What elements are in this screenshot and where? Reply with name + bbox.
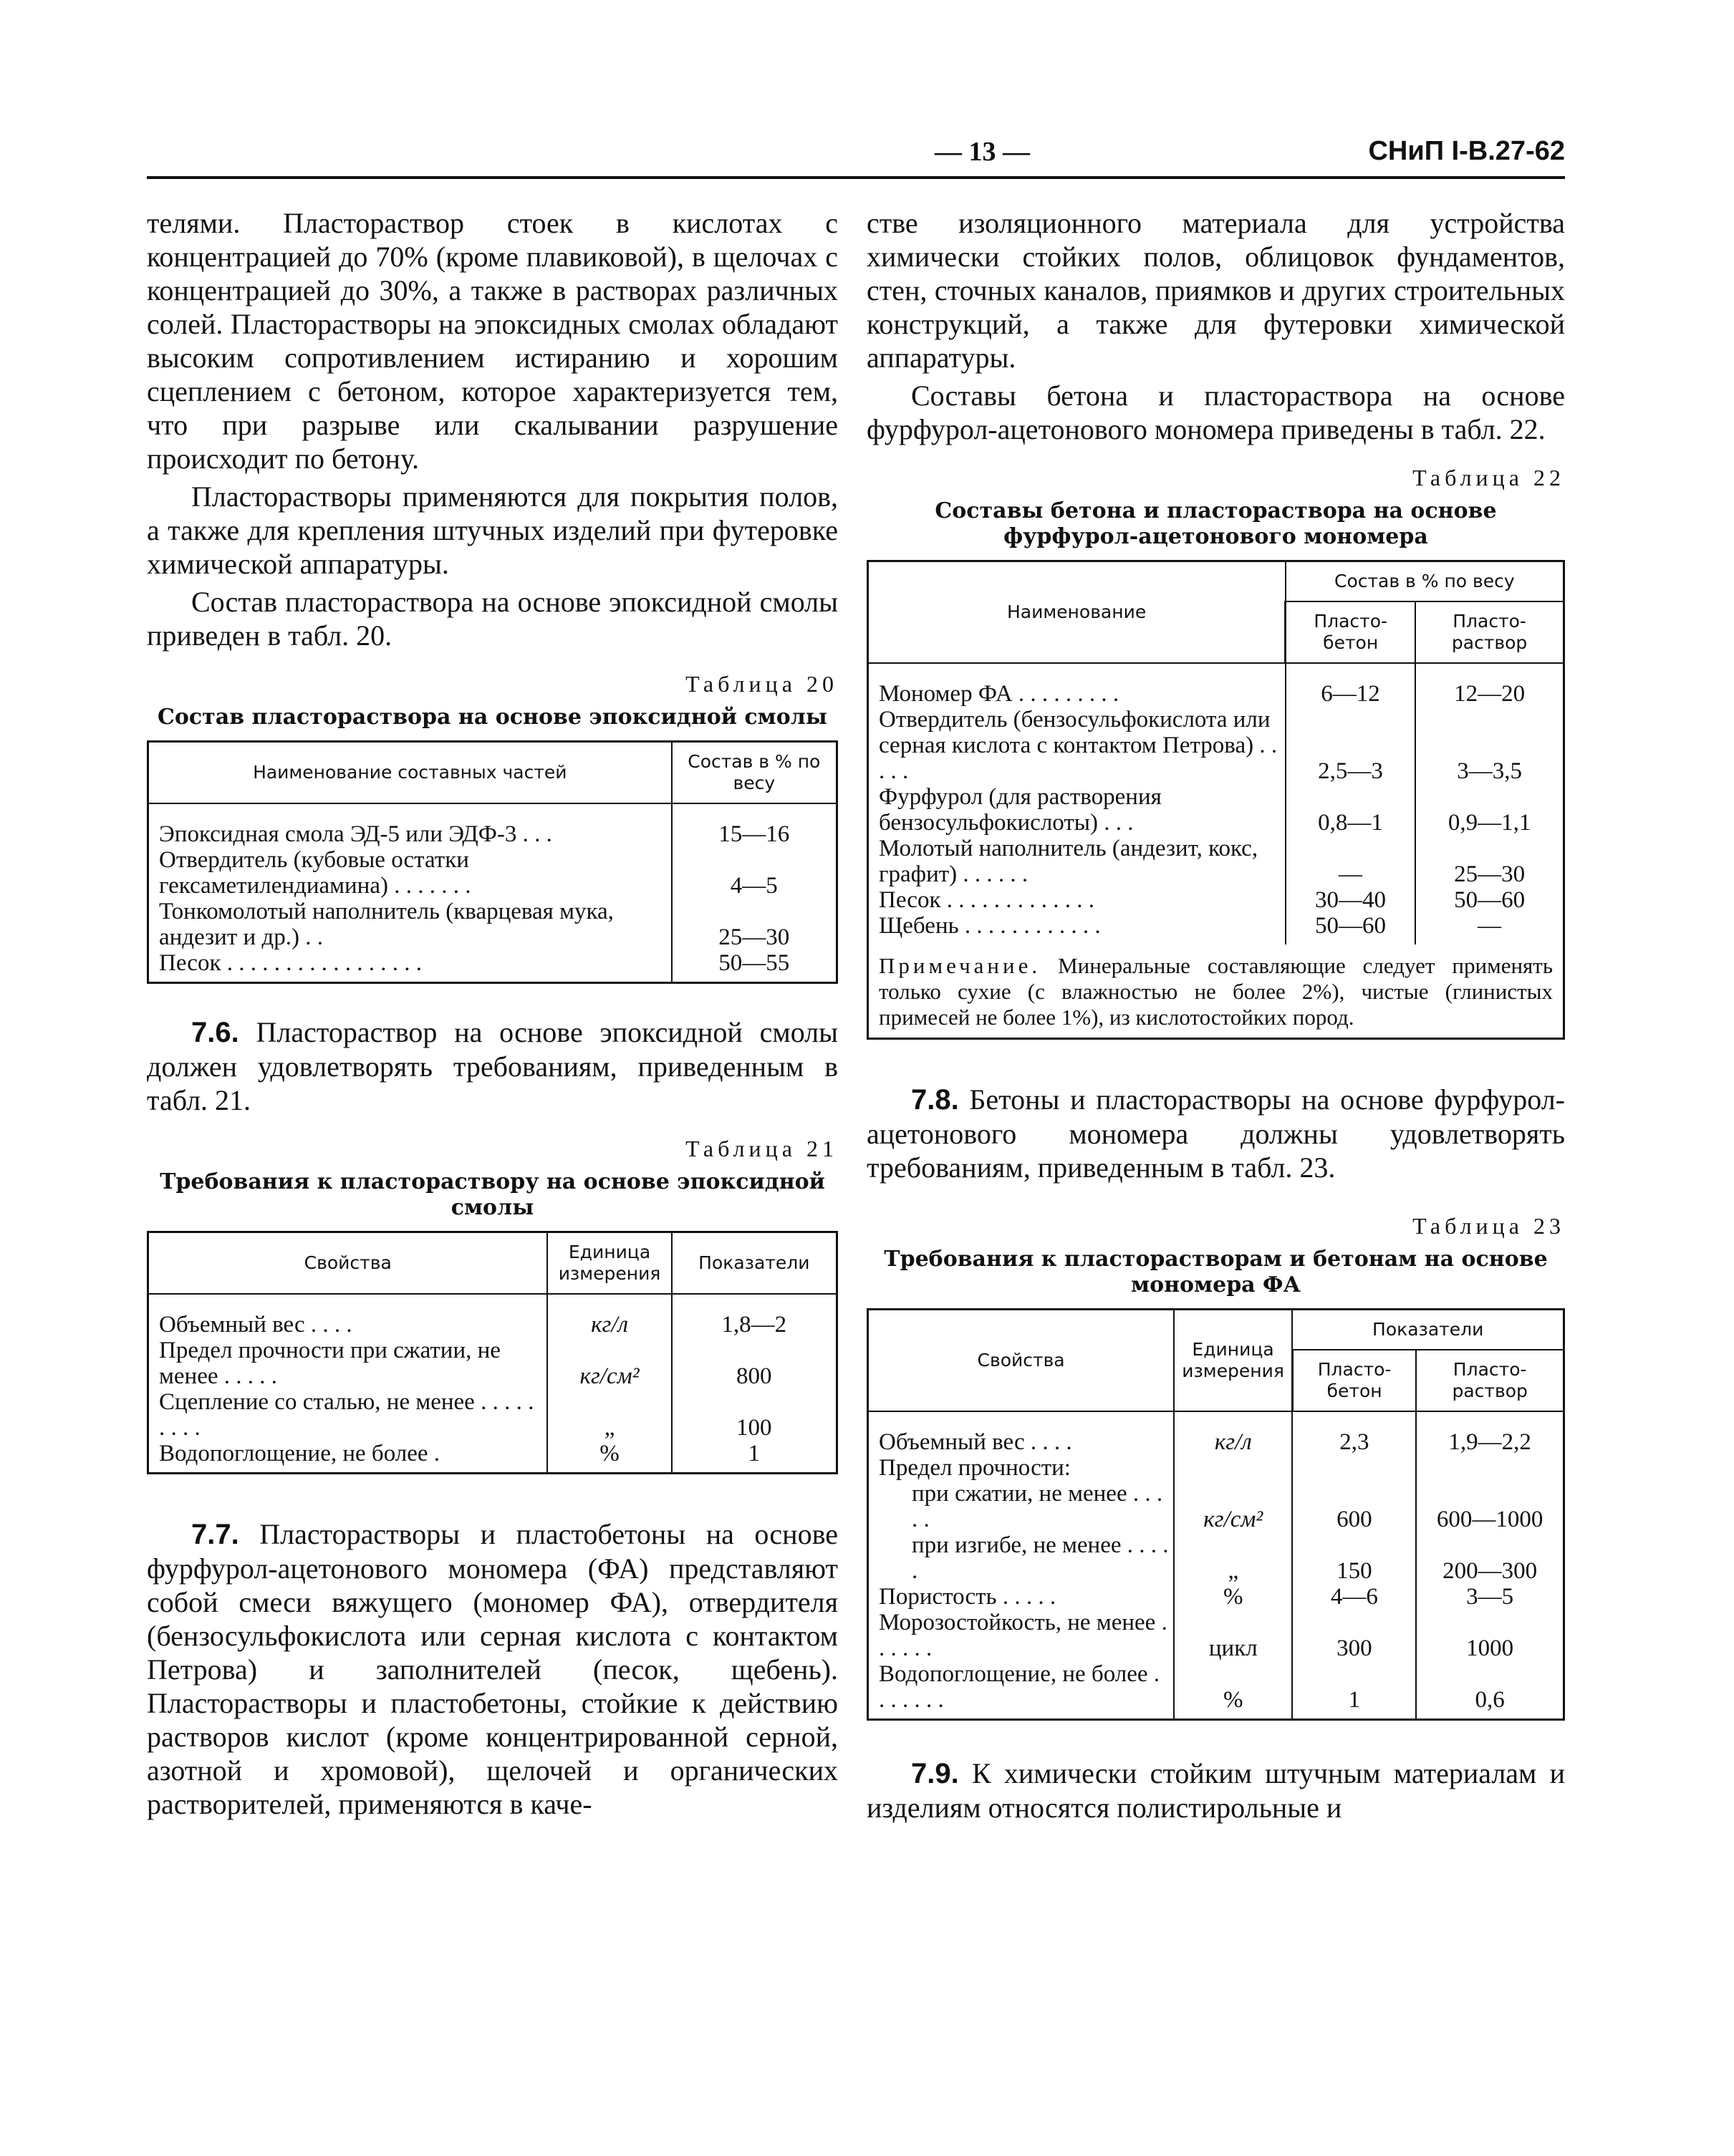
table-22-note — [867, 944, 1565, 1040]
row-name: Мономер ФА . . . . . . . . . — [868, 663, 1286, 707]
table-row — [148, 803, 837, 847]
table-row — [868, 1532, 1564, 1584]
table-row — [868, 707, 1564, 784]
row-name: Водопоглощение, не более . — [148, 1441, 548, 1474]
paragraph: Состав пласторaствора на основе эпоксидной смолы приведен в табл. 20. — [147, 586, 838, 652]
row-name: Эпоксидная смола ЭД-5 или ЭДФ-3 . . . — [148, 803, 672, 847]
paragraph: Составы бетона и пласторaствора на основе фурфурол-ацетонового мономера приведены в табл. 22. — [867, 380, 1565, 445]
row-value: 12—20 — [1415, 663, 1564, 707]
row-name: Фурфурол (для растворения бензосульфокислоты) . . . — [868, 784, 1286, 836]
row-unit: % — [1174, 1661, 1292, 1720]
row-value: 4—5 — [672, 847, 837, 899]
row-unit — [1174, 1455, 1292, 1481]
row-value: 3—5 — [1416, 1584, 1564, 1610]
paragraph-7-8 — [867, 1083, 1565, 1184]
row-name: Щебень . . . . . . . . . . . . — [868, 913, 1286, 944]
column-header: Пласто-раствор — [1415, 601, 1564, 663]
row-value: 3—3,5 — [1415, 707, 1564, 784]
table-row — [148, 1441, 837, 1474]
column-header: Наименование — [868, 561, 1286, 664]
note-label: Примечание. — [879, 953, 1041, 978]
column-header: Пласто-бетон — [1292, 1350, 1416, 1411]
table-22-title: Составы бетона и пласторaствора на основе фурфурол-ацетонового мономера — [935, 498, 1497, 549]
right-column — [867, 206, 1565, 1829]
row-value: — — [1415, 913, 1564, 944]
table-row — [148, 950, 837, 983]
row-value: 2,5—3 — [1286, 707, 1416, 784]
table-row — [148, 1338, 837, 1389]
column-header: Свойства — [868, 1310, 1175, 1412]
column-header: Пласто-раствор — [1416, 1350, 1564, 1411]
row-value — [1292, 1455, 1416, 1481]
table-20 — [147, 740, 838, 984]
row-value: 30—40 — [1286, 887, 1416, 913]
row-value: 600 — [1292, 1481, 1416, 1532]
column-header: Наименование составных частей — [148, 742, 672, 804]
table-23-label: Таблица 23 — [1412, 1213, 1565, 1239]
table-20-label: Таблица 20 — [685, 671, 838, 697]
table-23-title: Требования к пласторастворам и бетонам на основе мономера ФА — [884, 1247, 1548, 1297]
paragraph-text: Пласторастворы и пластобетоны на основе фурфурол-ацетонового мономера (ФА) представляют собой смеси вяжущего (мономер ФА), отвердителя (бензосульфокислота или серная кислота с контактом Петрова) и заполнителей (песок, щебень). Пласторастворы и пластобетоны, стойкие к действию растворов кислот (кроме концентрированной серной, азотной и хромовой), щелочей и органических растворителей, применяются в каче- — [147, 1518, 838, 1820]
document-code: СНиП I-В.27-62 — [1368, 136, 1565, 166]
row-value: — — [1286, 836, 1416, 887]
table-row — [868, 1411, 1564, 1455]
row-name: Пористость . . . . . — [868, 1584, 1175, 1610]
row-value: 600—1000 — [1416, 1481, 1564, 1532]
table-21-title: Требования к пласторaствору на основе эпоксидной смолы — [160, 1169, 825, 1220]
row-value — [1416, 1455, 1564, 1481]
table-row — [868, 1455, 1564, 1481]
row-name: Предел прочности при сжатии, не менее . . . . . — [148, 1338, 548, 1389]
table-row — [148, 899, 837, 950]
row-name: Водопоглощение, не более . . . . . . . — [868, 1661, 1175, 1720]
column-header: Единица измерения — [547, 1232, 671, 1295]
row-name: Предел прочности: — [868, 1455, 1175, 1481]
row-value: 4—6 — [1292, 1584, 1416, 1610]
paragraph-text: Пласторaствор на основе эпоксидной смолы должен удовлетворять требованиям, приведенным в табл. 21. — [147, 1016, 838, 1116]
section-number: 7.7. — [191, 1519, 239, 1550]
table-row — [148, 1389, 837, 1441]
row-name: при изгибе, не менее . . . . . — [868, 1532, 1175, 1584]
row-value: 25—30 — [1415, 836, 1564, 887]
row-name: Отвердитель (кубовые остатки гексаметилендиамина) . . . . . . . — [148, 847, 672, 899]
row-name: Песок . . . . . . . . . . . . . — [868, 887, 1286, 913]
row-value: 50—60 — [1286, 913, 1416, 944]
table-22 — [867, 560, 1565, 944]
table-row — [868, 887, 1564, 913]
table-row — [868, 1661, 1564, 1720]
table-row — [868, 784, 1564, 836]
row-value: 300 — [1292, 1610, 1416, 1661]
paragraph-text: К химически стойким штучным материалам и изделиям относятся полистирольные и — [867, 1757, 1565, 1824]
table-row — [868, 913, 1564, 944]
row-name: Сцепление со сталью, не менее . . . . . . . . . — [148, 1389, 548, 1441]
row-name: Отвердитель (бензосульфокислота или серная кислота с контактом Петрова) . . . . . — [868, 707, 1286, 784]
column-header: Показатели — [672, 1232, 837, 1295]
paragraph: стве изоляционного материала для устройства химически стойких полов, облицовок фундаментов, стен, сточных каналов, приямков и других строительных конструкций, а также для футеровки химической аппаратуры. — [867, 207, 1565, 374]
row-name: Объемный вес . . . . — [148, 1294, 548, 1338]
table-row — [148, 847, 837, 899]
row-value: 50—60 — [1415, 887, 1564, 913]
table-row — [868, 1481, 1564, 1532]
row-unit: „ — [547, 1389, 671, 1441]
column-group-header: Состав в % по весу — [1286, 561, 1564, 602]
table-21 — [147, 1231, 838, 1474]
column-header: Свойства — [148, 1232, 548, 1295]
row-unit: кг/л — [1174, 1411, 1292, 1455]
table-row — [868, 1584, 1564, 1610]
row-value: 800 — [672, 1338, 837, 1389]
column-header: Единица измерения — [1174, 1310, 1292, 1412]
row-value: 100 — [672, 1389, 837, 1441]
section-number: 7.8. — [911, 1084, 959, 1116]
row-value: 1 — [672, 1441, 837, 1474]
row-unit: кг/см² — [1174, 1481, 1292, 1532]
row-unit: кг/см² — [547, 1338, 671, 1389]
row-name: Объемный вес . . . . — [868, 1411, 1175, 1455]
page-number: — 13 — — [935, 137, 1030, 167]
row-name: Песок . . . . . . . . . . . . . . . . . — [148, 950, 672, 983]
row-value: 1,9—2,2 — [1416, 1411, 1564, 1455]
left-column — [147, 206, 838, 1825]
table-row — [148, 1294, 837, 1338]
paragraph-7-6 — [147, 1015, 838, 1117]
paragraph-7-9 — [867, 1756, 1565, 1824]
row-value: 6—12 — [1286, 663, 1416, 707]
column-header: Состав в % по весу — [672, 742, 837, 804]
row-unit: цикл — [1174, 1610, 1292, 1661]
row-unit: „ — [1174, 1532, 1292, 1584]
row-value: 200—300 — [1416, 1532, 1564, 1584]
column-group-header: Показатели — [1292, 1310, 1564, 1350]
table-row — [868, 663, 1564, 707]
section-number: 7.6. — [191, 1017, 239, 1048]
page-header — [147, 136, 1565, 179]
paragraph: телями. Пласторaствор стоек в кислотах с концентрацией до 70% (кроме плавиковой), в щелочах с концентрацией до 30%, а также в растворах различных солей. Пласторастворы на эпоксидных смолах обладают высоким сопротивлением истиранию и хорошим сцеплением с бетоном, которое характеризуется тем, что при разрыве или скалывании разрушение происходит по бетону. — [147, 207, 838, 475]
paragraph: Пласторастворы применяются для покрытия полов, а также для крепления штучных изделий при футеровке химической аппаратуры. — [147, 480, 838, 580]
row-value: 50—55 — [672, 950, 837, 983]
paragraph-7-7 — [147, 1517, 838, 1821]
row-value: 15—16 — [672, 803, 837, 847]
column-header: Пласто-бетон — [1286, 601, 1416, 663]
section-number: 7.9. — [911, 1758, 959, 1789]
table-20-title: Состав пласторaствора на основе эпоксидной смолы — [158, 705, 827, 730]
row-unit: % — [547, 1441, 671, 1474]
row-value: 1000 — [1416, 1610, 1564, 1661]
table-22-label: Таблица 22 — [1412, 465, 1565, 490]
paragraph-text: Бетоны и пласторастворы на основе фурфурол-ацетонового мономера должны удовлетворять требованиям, приведенным в табл. 23. — [867, 1083, 1565, 1184]
row-value: 1,8—2 — [672, 1294, 837, 1338]
row-value: 0,9—1,1 — [1415, 784, 1564, 836]
row-value: 2,3 — [1292, 1411, 1416, 1455]
row-unit: кг/л — [547, 1294, 671, 1338]
row-value: 0,6 — [1416, 1661, 1564, 1720]
row-name: Молотый наполнитель (андезит, кокс, графит) . . . . . . — [868, 836, 1286, 887]
row-value: 25—30 — [672, 899, 837, 950]
row-name: Тонкомолотый наполнитель (кварцевая мука, андезит и др.) . . — [148, 899, 672, 950]
row-name: Морозостойкость, не менее . . . . . . — [868, 1610, 1175, 1661]
note-text: Минеральные составляющие следует применять только сухие (с влажностью не более 2%), чистые (глинистых примесей не более 1%), из кислотостойких пород. — [879, 953, 1553, 1030]
table-23 — [867, 1308, 1565, 1721]
row-unit: % — [1174, 1584, 1292, 1610]
row-value: 0,8—1 — [1286, 784, 1416, 836]
table-21-label: Таблица 21 — [685, 1136, 838, 1161]
table-row — [868, 1610, 1564, 1661]
row-value: 1 — [1292, 1661, 1416, 1720]
row-value: 150 — [1292, 1532, 1416, 1584]
table-row — [868, 836, 1564, 887]
row-name: при сжатии, не менее . . . . . — [868, 1481, 1175, 1532]
